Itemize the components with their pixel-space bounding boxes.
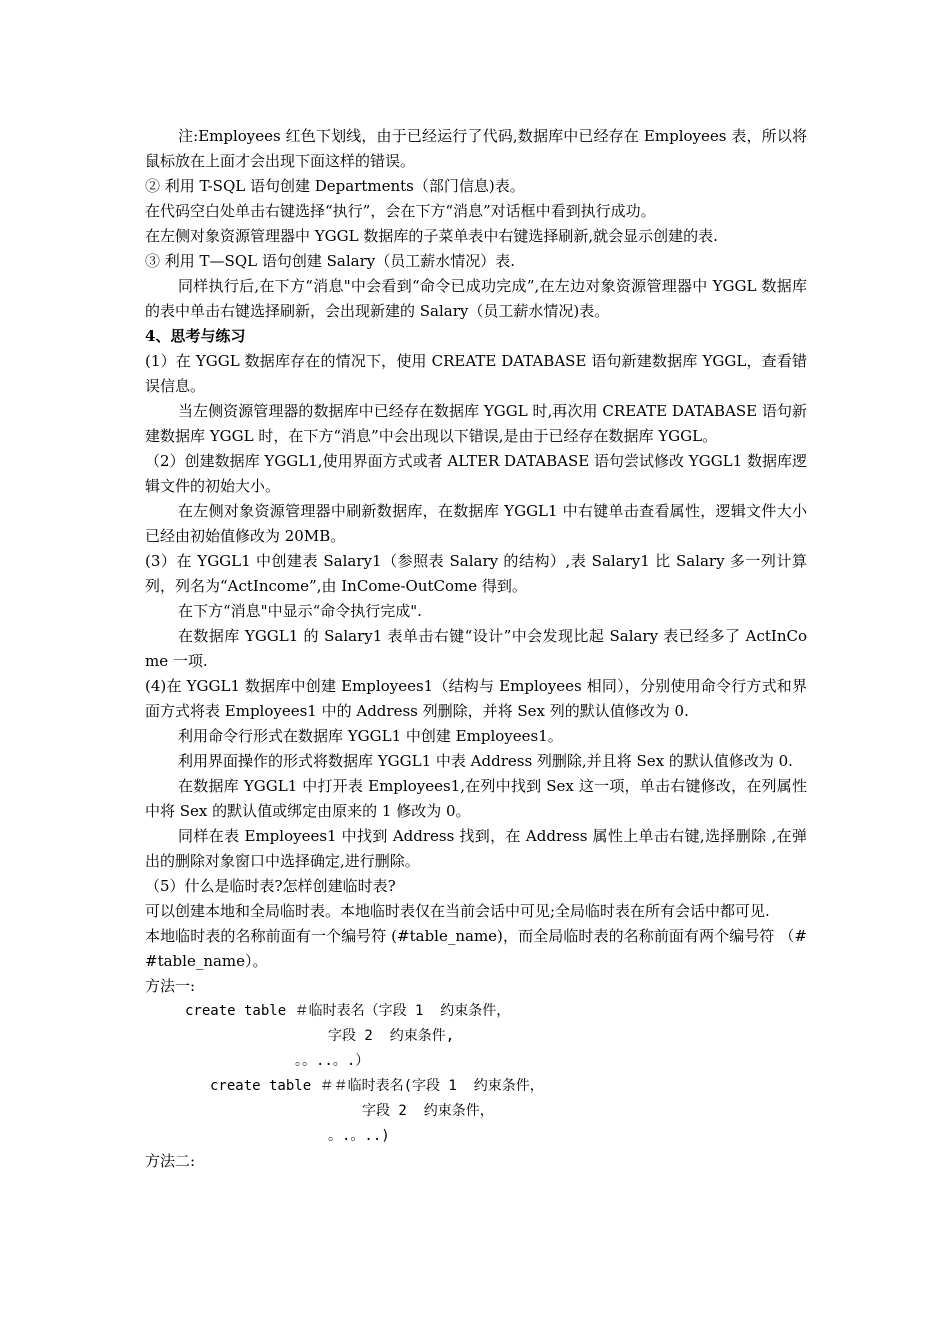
document-body: [145, 124, 807, 1174]
exercise-3: (3）在 YGGL1 中创建表 Salary1（参照表 Salary 的结构）,表 Salary1 比 Salary 多一列计算列，列名为“ActIncome”,由 InCome-OutCome 得到。: [145, 552, 807, 595]
code-line: 。。..。.）: [295, 1053, 370, 1069]
paragraph: 利用界面操作的形式将数据库 YGGL1 中表 Address 列删除,并且将 Sex 的默认值修改为 0.: [178, 752, 793, 770]
code-line: 。.。..): [328, 1128, 390, 1144]
step-2-heading: ② 利用 T-SQL 语句创建 Departments（部门信息)表。: [145, 177, 525, 195]
code-line: create table ＃临时表名（字段 1 约束条件，: [185, 1003, 511, 1019]
paragraph: 当左侧资源管理器的数据库中已经存在数据库 YGGL 时,再次用 CREATE DATABASE 语句新建数据库 YGGL 时，在下方“消息”中会出现以下错误,是由于已经存在数据库 YGGL。: [145, 402, 807, 445]
paragraph: 同样执行后,在下方“消息"中会看到“命令已成功完成”,在左边对象资源管理器中 YGGL 数据库的表中单击右键选择刷新，会出现新建的 Salary（员工薪水情况)表。: [145, 277, 807, 320]
code-block: [145, 999, 807, 1149]
paragraph: 在数据库 YGGL1 中打开表 Employees1,在列中找到 Sex 这一项，单击右键修改，在列属性中将 Sex 的默认值或绑定由原来的 1 修改为 0。: [145, 777, 807, 820]
paragraph: 在代码空白处单击右键选择“执行”，会在下方“消息”对话框中看到执行成功。: [145, 202, 656, 220]
paragraph: 在左侧对象资源管理器中 YGGL 数据库的子菜单表中右键选择刷新,就会显示创建的表.: [145, 227, 718, 245]
exercise-2: （2）创建数据库 YGGL1,使用界面方式或者 ALTER DATABASE 语句尝试修改 YGGL1 数据库逻辑文件的初始大小。: [145, 452, 807, 495]
method-2-label: 方法二:: [145, 1152, 196, 1170]
code-line: 字段 2 约束条件,: [328, 1028, 455, 1044]
exercise-5: （5）什么是临时表?怎样创建临时表?: [145, 877, 396, 895]
paragraph: 在数据库 YGGL1 的 Salary1 表单击右键“设计”中会发现比起 Salary 表已经多了 ActInCome 一项.: [145, 627, 807, 670]
paragraph: 在下方“消息"中显示“命令执行完成".: [178, 602, 422, 620]
paragraph: 可以创建本地和全局临时表。本地临时表仅在当前会话中可见;全局临时表在所有会话中都可见.: [145, 902, 770, 920]
method-1-label: 方法一:: [145, 977, 196, 995]
exercise-1: (1）在 YGGL 数据库存在的情况下，使用 CREATE DATABASE 语句新建数据库 YGGL，查看错误信息。: [145, 352, 807, 395]
section-heading: 4、思考与练习: [145, 327, 246, 345]
code-line: 字段 2 约束条件，: [362, 1103, 494, 1119]
paragraph: 同样在表 Employees1 中找到 Address 找到，在 Address 属性上单击右键,选择删除 ,在弹出的删除对象窗口中选择确定,进行删除。: [145, 827, 807, 870]
paragraph: 在左侧对象资源管理器中刷新数据库，在数据库 YGGL1 中右键单击查看属性，逻辑文件大小已经由初始值修改为 20MB。: [145, 502, 807, 545]
paragraph: 利用命令行形式在数据库 YGGL1 中创建 Employees1。: [178, 727, 563, 745]
note-paragraph: 注:Employees 红色下划线，由于已经运行了代码,数据库中已经存在 Employees 表，所以将鼠标放在上面才会出现下面这样的错误。: [145, 127, 807, 170]
paragraph: 本地临时表的名称前面有一个编号符 (#table_name)，而全局临时表的名称前面有两个编号符 （##table_name）。: [145, 927, 807, 970]
step-3-heading: ③ 利用 T—SQL 语句创建 Salary（员工薪水情况）表.: [145, 252, 515, 270]
code-line: create table ＃＃临时表名(字段 1 约束条件，: [210, 1078, 544, 1094]
exercise-4: (4)在 YGGL1 数据库中创建 Employees1（结构与 Employees 相同），分别使用命令行方式和界面方式将表 Employees1 中的 Address 列删除，并将 Sex 列的默认值修改为 0.: [145, 677, 807, 720]
